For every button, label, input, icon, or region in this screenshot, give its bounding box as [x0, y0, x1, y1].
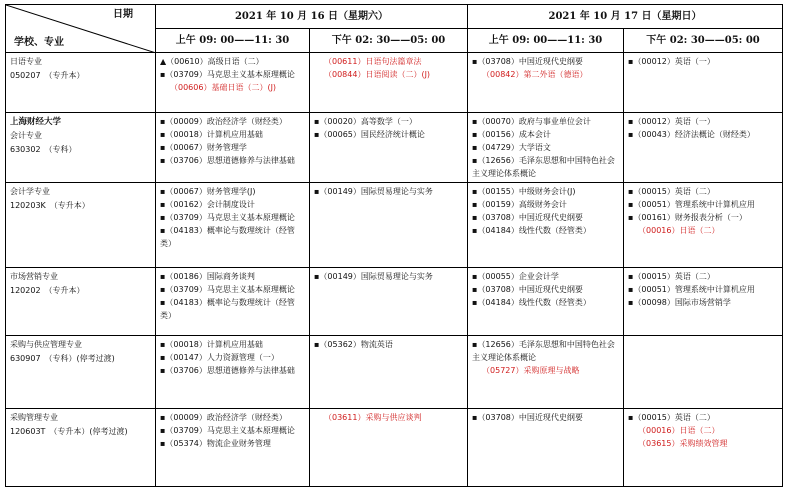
major-cell — [6, 268, 156, 336]
course-entry: ▪（00012）英语（一） — [628, 117, 715, 126]
course-entry: ▪（00012）英语（一） — [628, 57, 715, 66]
course-entry: ▪（00155）中级财务会计(J) — [472, 187, 576, 196]
university-name: 上海财经大学 — [10, 117, 62, 127]
major-code: 050207 （专升本） — [10, 71, 85, 80]
major-code: 630907 （专科）(停考过渡) — [10, 354, 115, 363]
major-cell — [6, 183, 156, 268]
course-entry: ▪（03708）中国近现代史纲要 — [472, 57, 583, 66]
session-cell-day1-pm — [310, 183, 468, 268]
course-entry: ▪（05362）物流英语 — [314, 340, 393, 349]
table-row — [6, 268, 783, 336]
course-entry: ▪（00020）高等数学（一） — [314, 117, 417, 126]
session-cell-day2-pm — [624, 113, 783, 183]
course-entry: ▪（00009）政治经济学（财经类） — [160, 413, 287, 422]
course-entry: ▪（03706）思想道德修养与法律基础 — [160, 366, 295, 375]
session-cell-day1-pm — [310, 268, 468, 336]
table-row — [6, 183, 783, 268]
slot-header-day1-am: 上午 09: 00——11: 30 — [156, 29, 310, 53]
session-cell-day1-am — [156, 409, 310, 487]
major-name: 会计学专业 — [10, 187, 50, 196]
major-name: 采购管理专业 — [10, 413, 58, 422]
session-cell-day2-am — [468, 268, 624, 336]
course-entry: ▪（05374）物流企业财务管理 — [160, 439, 271, 448]
course-entry: ▲（00610）高级日语（二） — [160, 57, 264, 66]
session-cell-day2-am — [468, 409, 624, 487]
session-cell-day1-am — [156, 268, 310, 336]
major-cell — [6, 409, 156, 487]
slot-header-day2-pm: 下午 02: 30——05: 00 — [624, 29, 783, 53]
course-entry: ▪（00055）企业会计学 — [472, 272, 559, 281]
header-corner-cell — [6, 5, 156, 53]
table-row — [6, 53, 783, 113]
course-entry: ▪（00015）英语（二） — [628, 413, 715, 422]
course-entry: （00842）第二外语（德语） — [482, 70, 588, 79]
table-row — [6, 113, 783, 183]
course-entry: ▪（00065）国民经济统计概论 — [314, 130, 425, 139]
course-entry: ▪（03708）中国近现代史纲要 — [472, 285, 583, 294]
session-cell-day1-pm — [310, 336, 468, 409]
table-row — [6, 336, 783, 409]
course-entry: （03611）采购与供应谈判 — [324, 413, 422, 422]
session-cell-day2-pm — [624, 53, 783, 113]
major-name: 日语专业 — [10, 57, 42, 66]
major-cell — [6, 53, 156, 113]
course-entry: ▪（03708）中国近现代史纲要 — [472, 413, 583, 422]
course-entry: ▪（00018）计算机应用基础 — [160, 130, 263, 139]
course-entry: ▪（00149）国际贸易理论与实务 — [314, 272, 433, 281]
exam-schedule-table — [5, 4, 783, 487]
session-cell-day2-am — [468, 336, 624, 409]
course-entry: ▪（00067）财务管理学 — [160, 143, 247, 152]
major-code: 630302 （专科） — [10, 145, 77, 154]
course-entry: ▪（00015）英语（二） — [628, 187, 715, 196]
major-code: 120603T （专升本）(停考过渡) — [10, 427, 128, 436]
session-cell-day2-am — [468, 53, 624, 113]
session-cell-day1-pm — [310, 113, 468, 183]
course-entry: ▪（04184）线性代数（经管类） — [472, 298, 591, 307]
course-entry: ▪（00070）政府与事业单位会计 — [472, 117, 591, 126]
session-cell-day2-pm — [624, 268, 783, 336]
slot-header-day1-pm: 下午 02: 30——05: 00 — [310, 29, 468, 53]
session-cell-day1-am — [156, 113, 310, 183]
course-entry: （00611）日语句法篇章法 — [324, 57, 422, 66]
major-code: 120203K （专升本） — [10, 201, 90, 210]
course-entry: ▪（00051）管理系统中计算机应用 — [628, 285, 755, 294]
course-entry: ▪（12656）毛泽东思想和中国特色社会主义理论体系概论 — [472, 156, 615, 178]
major-code: 120202 （专升本） — [10, 286, 85, 295]
major-cell — [6, 113, 156, 183]
major-name: 采购与供应管理专业 — [10, 340, 82, 349]
course-entry: ▪（00018）计算机应用基础 — [160, 340, 263, 349]
corner-school-major-label: 学校、专业 — [14, 37, 64, 48]
course-entry: ▪（12656）毛泽东思想和中国特色社会主义理论体系概论 — [472, 340, 615, 362]
course-entry: （00606）基础日语（二）(J) — [170, 83, 277, 92]
course-entry: ▪（00149）国际贸易理论与实务 — [314, 187, 433, 196]
session-cell-day2-pm — [624, 183, 783, 268]
session-cell-day2-am — [468, 113, 624, 183]
date-header-day2: 2021 年 10 月 17 日（星期日） — [468, 5, 783, 29]
course-entry: ▪（04183）概率论与数理统计（经管类） — [160, 226, 295, 248]
session-cell-day1-am — [156, 183, 310, 268]
course-entry: ▪（03708）中国近现代史纲要 — [472, 213, 583, 222]
corner-date-label: 日期 — [113, 9, 133, 20]
course-entry: ▪（00159）高级财务会计 — [472, 200, 567, 209]
course-entry: ▪（00147）人力资源管理（一） — [160, 353, 279, 362]
session-cell-day1-pm — [310, 409, 468, 487]
course-entry: ▪（03709）马克思主义基本原理概论 — [160, 213, 295, 222]
course-entry: ▪（03706）思想道德修养与法律基础 — [160, 156, 295, 165]
course-entry: （00016）日语（二） — [638, 426, 720, 435]
course-entry: ▪（00161）财务报表分析（一） — [628, 213, 747, 222]
course-entry: （03615）采购绩效管理 — [638, 439, 728, 448]
course-entry: ▪（00186）国际商务谈判 — [160, 272, 255, 281]
major-name: 市场营销专业 — [10, 272, 58, 281]
course-entry: （00844）日语阅读（二）(J) — [324, 70, 431, 79]
course-entry: ▪（00043）经济法概论（财经类） — [628, 130, 755, 139]
course-entry: （00016）日语（二） — [638, 226, 720, 235]
session-cell-day2-pm — [624, 336, 783, 409]
course-entry: ▪（04184）线性代数（经管类） — [472, 226, 591, 235]
course-entry: （05727）采购原理与战略 — [482, 366, 580, 375]
course-entry: ▪（00098）国际市场营销学 — [628, 298, 731, 307]
course-entry: ▪（00156）成本会计 — [472, 130, 551, 139]
session-cell-day2-am — [468, 183, 624, 268]
course-entry: ▪（00162）会计制度设计 — [160, 200, 255, 209]
course-entry: ▪（03709）马克思主义基本原理概论 — [160, 70, 295, 79]
session-cell-day2-pm — [624, 409, 783, 487]
session-cell-day1-pm — [310, 53, 468, 113]
major-name: 会计专业 — [10, 131, 42, 140]
course-entry: ▪（00067）财务管理学(J) — [160, 187, 256, 196]
course-entry: ▪（00051）管理系统中计算机应用 — [628, 200, 755, 209]
session-cell-day1-am — [156, 53, 310, 113]
date-header-day1: 2021 年 10 月 16 日（星期六） — [156, 5, 468, 29]
course-entry: ▪（03709）马克思主义基本原理概论 — [160, 426, 295, 435]
major-cell — [6, 336, 156, 409]
course-entry: ▪（04183）概率论与数理统计（经管类） — [160, 298, 295, 320]
session-cell-day1-am — [156, 336, 310, 409]
course-entry: ▪（03709）马克思主义基本原理概论 — [160, 285, 295, 294]
table-row — [6, 409, 783, 487]
course-entry: ▪（00015）英语（二） — [628, 272, 715, 281]
course-entry: ▪（04729）大学语文 — [472, 143, 551, 152]
course-entry: ▪（00009）政治经济学（财经类） — [160, 117, 287, 126]
slot-header-day2-am: 上午 09: 00——11: 30 — [468, 29, 624, 53]
